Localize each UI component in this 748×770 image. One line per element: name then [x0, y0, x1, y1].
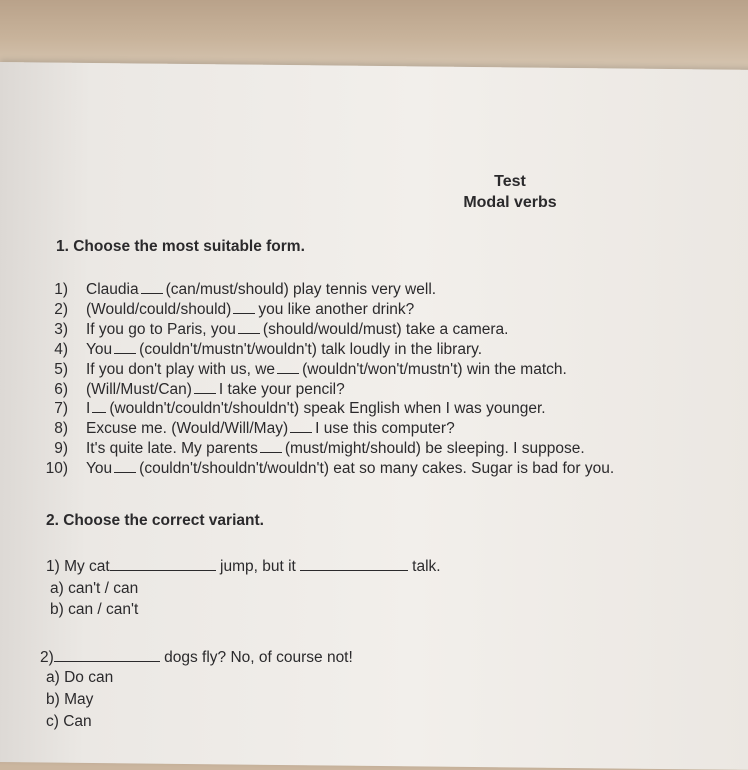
answer-blank — [260, 440, 282, 453]
q2-line — [40, 649, 353, 667]
item-number: 8) — [54, 420, 68, 438]
q1-start: 1) My cat — [46, 558, 110, 575]
q2-end: dogs fly? No, of course not! — [164, 649, 353, 666]
list-item — [44, 281, 436, 299]
answer-blank — [92, 400, 106, 413]
item-text-start: If you go to Paris, you — [86, 320, 236, 338]
q2-blank — [54, 649, 160, 662]
item-number: 4) — [54, 340, 68, 358]
item-text-end: (can/must/should) play tennis very well. — [165, 281, 437, 298]
answer-blank — [290, 420, 312, 433]
item-text-start: Excuse me. (Would/Will/May) — [86, 420, 289, 438]
item-text-end: (should/would/must) take a camera. — [262, 320, 509, 338]
test-subtitle: Modal verbs — [463, 194, 557, 211]
answer-blank — [114, 341, 136, 354]
item-number: 7) — [54, 400, 68, 418]
list-item — [44, 361, 567, 379]
item-text-start: (Will/Must/Can) — [86, 380, 192, 398]
item-text-end: you like another drink? — [258, 300, 415, 318]
answer-blank — [114, 460, 136, 473]
answer-blank — [194, 381, 216, 394]
item-text-end: (wouldn't/won't/mustn't) win the match. — [302, 360, 567, 378]
item-number: 2) — [54, 300, 68, 318]
item-text-end: I use this computer? — [315, 420, 455, 438]
item-text-end: (wouldn't/couldn't/shouldn't) speak English when I was younger. — [109, 400, 546, 418]
section-2-heading: 2. Choose the correct variant. — [46, 512, 264, 529]
q1-mid: jump, but it — [220, 558, 296, 575]
q1-blank-2 — [300, 558, 408, 571]
item-text-end: (must/might/should) be sleeping. I suppose. — [284, 440, 585, 458]
q2-num: 2) — [40, 649, 54, 666]
item-number: 5) — [54, 360, 68, 378]
q1-option-b: b) can / can't — [50, 601, 139, 618]
item-number: 1) — [54, 281, 68, 298]
item-text-start: If you don't play with us, we — [86, 360, 276, 378]
item-text-start: You — [86, 340, 113, 358]
q1-end: talk. — [412, 558, 441, 575]
q2-option-a: a) Do can — [46, 669, 114, 686]
answer-blank — [141, 281, 163, 294]
list-item — [44, 321, 508, 339]
list-item — [44, 440, 585, 458]
item-text-start: I — [86, 400, 91, 418]
test-title: Test — [494, 173, 526, 190]
q1-line — [46, 558, 441, 576]
answer-blank — [233, 301, 255, 314]
answer-blank — [277, 361, 299, 374]
item-number: 10) — [45, 460, 68, 478]
item-text-end: (couldn't/mustn't/wouldn't) talk loudly in the library. — [139, 340, 483, 358]
list-item — [44, 460, 614, 478]
item-number: 3) — [54, 320, 68, 338]
list-item — [44, 301, 414, 319]
list-item — [44, 341, 482, 359]
section-1-heading: 1. Choose the most suitable form. — [56, 238, 305, 255]
list-item — [44, 400, 546, 418]
item-text-end: (couldn't/shouldn't/wouldn't) eat so many cakes. Sugar is bad for you. — [139, 460, 615, 478]
q1-blank-1 — [110, 558, 216, 571]
item-number: 6) — [54, 380, 68, 398]
item-text-end: I take your pencil? — [218, 380, 345, 398]
item-text-start: It's quite late. My parents — [86, 440, 258, 458]
q1-option-a: a) can't / can — [50, 580, 139, 597]
list-item — [44, 381, 345, 399]
list-item — [44, 420, 455, 438]
answer-blank — [238, 321, 260, 334]
item-text-start: You — [86, 460, 113, 478]
q2-option-b: b) May — [46, 691, 94, 708]
table-surface — [0, 0, 748, 70]
item-text-start: Claudia — [86, 281, 139, 298]
item-number: 9) — [54, 440, 68, 458]
item-text-start: (Would/could/should) — [86, 300, 232, 318]
q2-option-c: c) Can — [46, 713, 92, 730]
